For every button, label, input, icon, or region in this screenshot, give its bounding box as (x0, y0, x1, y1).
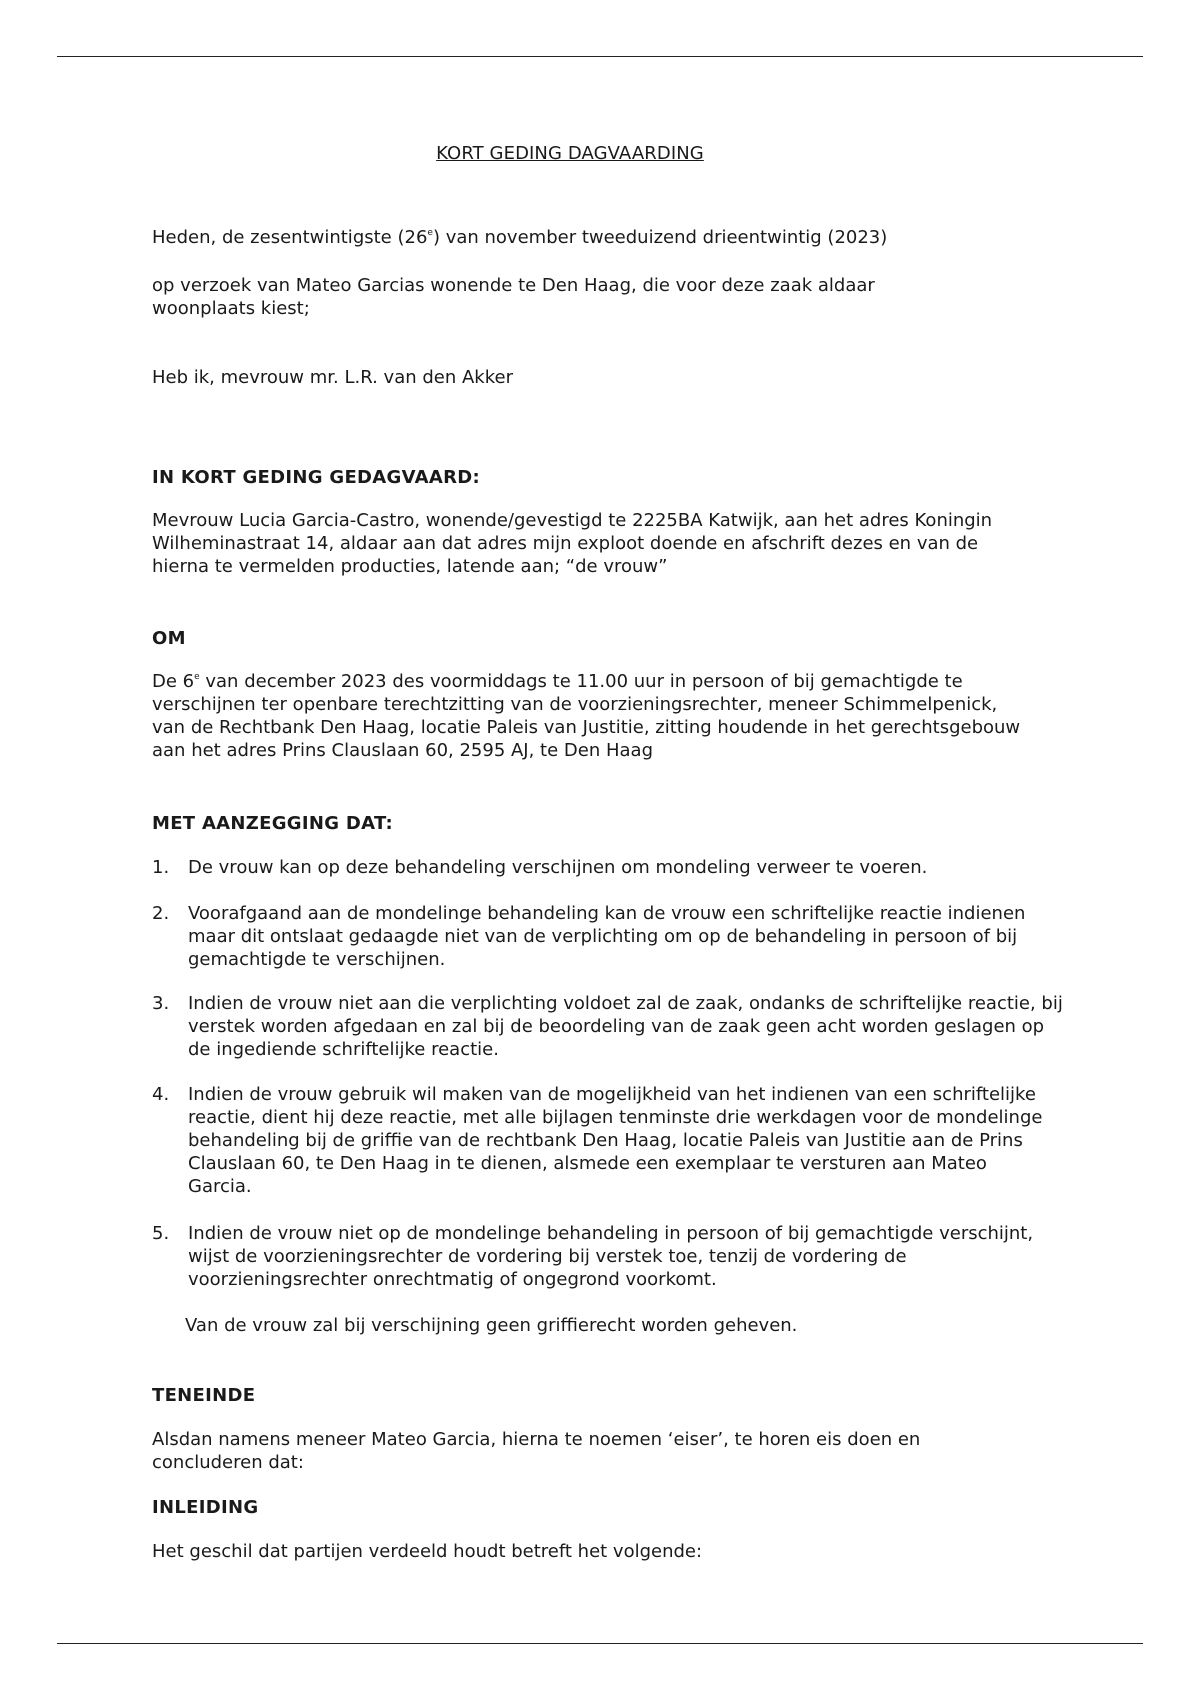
notice-item-1 (152, 856, 1072, 879)
fee-note: Van de vrouw zal bij verschijning geen griffierecht worden geheven. (185, 1315, 798, 1336)
top-rule (57, 56, 1143, 57)
notice-heading: MET AANZEGGING DAT: (152, 813, 394, 834)
document-title: KORT GEDING DAGVAARDING (436, 143, 704, 164)
om-prefix: De 6 (152, 671, 195, 692)
teneinde-heading: TENEINDE (152, 1385, 256, 1406)
notice-item-text: De vrouw kan op deze behandeling verschijnen om mondeling verweer te voeren. (188, 857, 928, 878)
notice-item-text: Indien de vrouw niet op de mondelinge behandeling in persoon of bij gemachtigde verschijnt, wijst de voorzieningsrechter de vordering bij verstek toe, tenzij de vordering de voorzieningsrechter onrechtmatig of ongegrond voorkomt. (188, 1223, 1034, 1290)
om-ordinal: e (194, 672, 200, 682)
date-suffix: ) van november tweeduizend drieentwintig (2023) (432, 227, 888, 248)
notice-item-number: 1. (152, 857, 170, 878)
om-paragraph (152, 670, 1022, 762)
notice-item-2 (152, 902, 1042, 971)
om-heading: OM (152, 628, 186, 649)
notice-item-number: 5. (152, 1223, 170, 1244)
request-paragraph: op verzoek van Mateo Garcias wonende te Den Haag, die voor deze zaak aldaar woonplaats kiest; (152, 275, 875, 319)
notice-item-text: Indien de vrouw gebruik wil maken van de mogelijkheid van het indienen van een schriftelijke reactie, dient hij deze reactie, met alle bijlagen tenminste drie werkdagen voor de mondelinge behandeling bij de griffie van de rechtbank Den Haag, locatie Paleis van Justitie aan de Prins Clauslaan 60, te Den Haag in te dienen, alsmede een exemplaar te versturen aan Mateo Garcia. (188, 1084, 1043, 1197)
notice-item-number: 2. (152, 903, 170, 924)
notice-item-number: 3. (152, 993, 170, 1014)
summoned-heading: IN KORT GEDING GEDAGVAARD: (152, 467, 480, 488)
notice-item-text: Indien de vrouw niet aan die verplichting voldoet zal de zaak, ondanks de schriftelijke reactie, bij verstek worden afgedaan en zal bij de beoordeling van de zaak geen acht worden geslagen op de ingediende schriftelijke reactie. (188, 993, 1063, 1060)
inleiding-heading: INLEIDING (152, 1497, 259, 1518)
bailiff-line: Heb ik, mevrouw mr. L.R. van den Akker (152, 367, 513, 388)
notice-item-number: 4. (152, 1084, 170, 1105)
date-ordinal: e (427, 228, 433, 238)
notice-item-5 (152, 1222, 1042, 1291)
date-prefix: Heden, de zesentwintigste (26 (152, 227, 428, 248)
summoned-paragraph: Mevrouw Lucia Garcia-Castro, wonende/gevestigd te 2225BA Katwijk, aan het adres Koningin Wilheminastraat 14, aldaar aan dat adres mijn exploot doende en afschrift dezes en van de hierna te vermelden producties, latende aan; “de vrouw” (152, 510, 993, 577)
bottom-rule (57, 1643, 1143, 1644)
teneinde-paragraph: Alsdan namens meneer Mateo Garcia, hierna te noemen ‘eiser’, te horen eis doen en concluderen dat: (152, 1429, 921, 1473)
om-suffix: van december 2023 des voormiddags te 11.00 uur in persoon of bij gemachtigde te verschijnen ter openbare terechtzitting van de voorzieningsrechter, meneer Schimmelpenick, van de Rechtbank Den Haag, locatie Paleis van Justitie, zitting houdende in het gerechtsgebouw aan het adres Prins Clauslaan 60, 2595 AJ, te Den Haag (152, 671, 1021, 761)
inleiding-paragraph: Het geschil dat partijen verdeeld houdt betreft het volgende: (152, 1541, 703, 1562)
notice-item-text: Voorafgaand aan de mondelinge behandeling kan de vrouw een schriftelijke reactie indienen maar dit ontslaat gedaagde niet van de verplichting om op de behandeling in persoon of bij gemachtigde te verschijnen. (188, 903, 1026, 970)
notice-item-4 (152, 1083, 1052, 1198)
date-line (152, 226, 1072, 249)
notice-item-3 (152, 992, 1072, 1061)
